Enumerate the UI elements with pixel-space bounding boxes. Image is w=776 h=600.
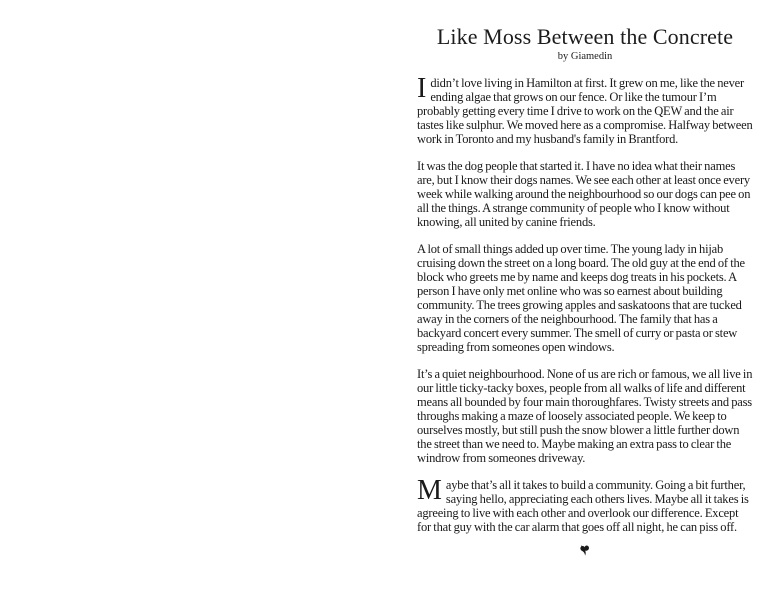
- story-page: [417, 24, 753, 557]
- page-title: Like Moss Between the Concrete: [436, 24, 734, 49]
- story-paragraph: A lot of small things added up over time. The young lady in hijab cruising down the street on a long board. The old guy at the end of the block who greets me by name and keeps dog treats in his pockets. A person I have only met online who was so earnest about building community. The trees growing apples and saskatoons that are tucked away in the corners of the neighbourhood. The family that has a backyard concert every summer. The smell of curry or pasta or stew spreading from someones open windows.: [417, 242, 745, 354]
- story-body: [417, 73, 753, 534]
- story-paragraph: It was the dog people that started it. I have no idea what their names are, but I know their dogs names. We see each other at least once every week while walking around the neighbourhood so our dogs can pee on all the things. A strange community of people who I know without knowing, all united by canine friends.: [417, 159, 751, 229]
- story-paragraph: Maybe that’s all it takes to build a community. Going a bit further, saying hello, appreciating each others lives. Maybe all it takes is agreeing to live with each other and overlook our difference. Except for that guy with the car alarm that goes off all night, he can piss off.: [417, 475, 749, 534]
- drop-cap: M: [417, 475, 442, 506]
- drop-cap: I: [417, 73, 427, 104]
- byline: by Giamedin: [557, 51, 613, 62]
- story-paragraph: It’s a quiet neighbourhood. None of us are rich or famous, we all live in our little ticky-tacky boxes, people from all walks of life and different means all bounded by four main thoroughfares. Twisty streets and pass throughs making a maze of loosely associated people. We keep to ourselves mostly, but still push the snow blower a little further down the street than we need to. Maybe making an extra pass to clear the windrow from someones driveway.: [417, 367, 753, 465]
- story-paragraph: Ididn’t love living in Hamilton at first. It grew on me, like the never ending algae that grows on our fence. Or like the tumour I’m probably getting every time I drive to work on the QEW and the air tastes like sulphur. We moved here as a compromise. Halfway between work in Toronto and my husband's family in Brantford.: [417, 73, 753, 146]
- fleuron-end-mark-icon: [417, 544, 753, 557]
